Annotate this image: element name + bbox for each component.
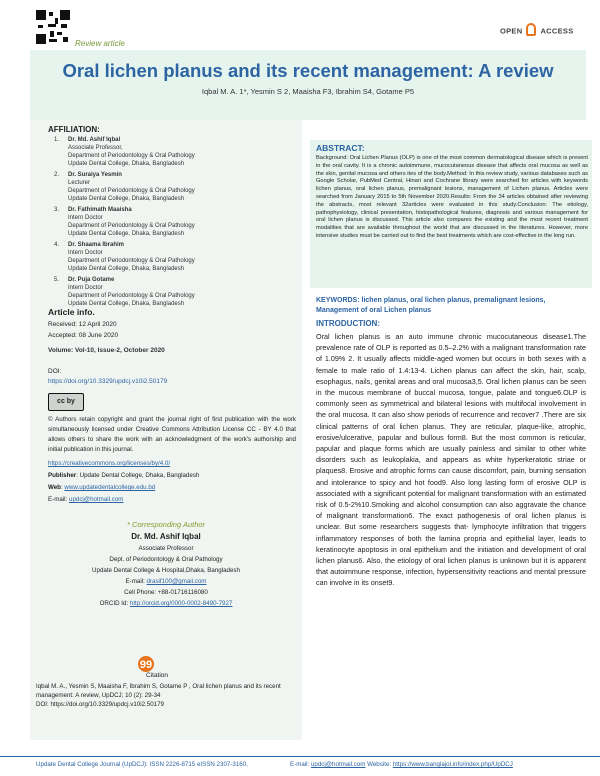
affiliation-item: 4. Dr. Shaama Ibrahim Intern Doctor Department of Periodontology & Oral Pathology Update Dental College, Dhaka, Bangladesh [54, 241, 294, 273]
footer-divider [0, 756, 600, 757]
website-link[interactable]: www.updatedentalcollege.edu.bd [64, 484, 156, 491]
abstract-heading: ABSTRACT: [316, 143, 365, 153]
affiliation-item: 2. Dr. Suraiya Yesmin Lecturer Department of Periodontology & Oral Pathology Update Dental College, Dhaka, Bangladesh [54, 171, 294, 203]
corresponding-author-college: Update Dental College & Hospital,Dhaka, Bangladesh [92, 567, 240, 574]
affiliation-item: 3. Dr. Fathimath Maaisha Intern Doctor Department of Periodontology & Oral Pathology Update Dental College, Dhaka, Bangladesh [54, 206, 294, 238]
author-email-link[interactable]: drasif100@gmail.com [146, 578, 207, 585]
publisher-email-line: E-mail: updcj@hotmail.com [48, 496, 124, 503]
abstract-text: Background: Oral Lichen Planus (OLP) is one of the most common dermatological disease which is present in the oral cavity. It is a chronic autoimmune, mucocutaneous disease that affects oral mucosa as well as the skin, genital mucosa and others ites of the body.Method: In this review study, various databases such as Google Scholar, PubMed Central, Hinari and Cochrane library were searched for articles with keywords lichen planus, oral lichen planus, premalignant lesions, management of Lichen planus. Articles were searched from January 2015 to 5th November 2020.Results: From the 34 articles obtained after reviewing the abstracts, most relevant 32articles were evaluated in this study.Conclusion: The etiology, pathophysiology, clinical presentation, histopathological features, diagnosis and various management for oral lichen planus is discussed. This article also compares the existing and the most recent treatment modalities that are available throughout the world that are discussed in the literatures. However, more intensive studies must be carried out to find the best treatments which are cost-effective in the long run. [316, 155, 588, 239]
publisher-line: Publisher: Update Dental College, Dhaka, Bangladesh [48, 472, 200, 479]
footer-email-link[interactable]: updcj@hotmail.com [310, 761, 366, 768]
cc-by-icon[interactable]: cc by [48, 393, 84, 411]
footer-website-link[interactable]: https://www.banglajol.info/index.php/UpDCJ [392, 761, 513, 768]
corresponding-author-email: E-mail: drasif100@gmail.com [125, 578, 207, 585]
article-title: Oral lichen planus and its recent management: A review [62, 60, 554, 81]
article-type: Review article [75, 39, 125, 48]
license-link[interactable]: https://creativecommons.org/licenses/by/4.0/ [48, 460, 171, 467]
corresponding-author-heading: * Corresponding Author [126, 520, 206, 529]
open-access-label-right: ACCESS [540, 26, 574, 36]
copyright-notice: © Authors retain copyright and grant the journal right of first publication with the work simultaneously licensed under Creative Commons Attribution License CC - BY 4.0 that allows others to share the work with an acknowledgment of the work's authorship and initial publication in this journal. [48, 416, 296, 453]
keywords-value: lichen planus, oral lichen planus, premalignant lesions, Management of oral Lichen planus [316, 297, 546, 314]
citation-doi[interactable]: DOI: https://doi.org/10.3329/updcj.v10i2.50179 [36, 701, 164, 708]
keywords-label: KEYWORDS: [316, 297, 360, 304]
affiliation-author-name: Dr. Suraiya Yesmin [68, 172, 122, 178]
qr-code [36, 10, 70, 44]
publisher-email-link[interactable]: updcj@hotmail.com [69, 496, 124, 503]
author-list: Iqbal M. A. 1*, Yesmin S 2, Maaisha F3, Ibrahim S4, Gotame P5 [201, 87, 415, 96]
web-line: Web: www.updatedentalcollege.edu.bd [48, 484, 156, 491]
affiliation-item: 5. Dr. Puja Gotame Intern Doctor Department of Periodontology & Oral Pathology Update Dental College, Dhaka, Bangladesh [54, 276, 294, 308]
open-lock-icon [526, 23, 536, 36]
volume-info: Volume: Vol-10, Issue-2, October 2020 [48, 347, 165, 354]
open-access-label-left: OPEN [500, 26, 523, 36]
quote-icon: 99 [138, 656, 154, 672]
introduction-text: Oral lichen planus is an auto immune chronic mucocutaneous disease1.The prevalence rate of OLP is reported as 0.5–2.2% with a malignant transformation rate of 1.09% 2. It usually affects middle-aged women but occurs in both sexes with a female to male ratio of 1.4:13-4. Lichen planus can affect the skin, hair, scalp, esophagus, nails, genital areas and oral mucosa3,5. Oral lichen planus can be seen in the mucous membrane of buccal mucosa, tongue, palate and tongue6.OLP is commonly seen as symmetrical and bilateral lesions with multifocal involvement in the oral mucosa. It can also show periods of recurrence and recover7 .There are six clinical patterns of oral lichen planus. They are reticular, plaque-like, atrophic, erosive/ulcerative, papular and bullous form8. But the most common is reticular, papular and plaque forms which are usually painless and similar to other white disorders such as leukoplakia, and appears as white hyperkeratotic striae or plaques8. Erosive and atrophic forms can cause discomfort, pain, burning sensation and intolerance to spicy and hot food9. Also long lasting form of erosive OLP is associated with a significant potential for malignant transformation with an estimated risk of 0.5-2%10.Smoking and alcohol consumption can also aggravate the chance of malignant transformation6. The exact pathogenesis of oral lichen planus is unclear. But some researchers suggests that- lymphocyte infiltration that triggers inflammatory responses of both the lamina propria and epithelial layer, leads to keratinocyte apoptosis in oral epithelium and the initiation and development of oral lichen planus6. Also, the etiology of oral lichen planus is unknown but it is apparent that autoimmune response, infection, hypersensitivity reactions and mental pressure can involve in its onset9. [316, 332, 586, 588]
doi-link[interactable]: https://doi.org/10.3329/updcj.v10i2.50179 [48, 378, 168, 385]
citation-text: Iqbal M. A., Yesmin S, Maaisha F, Ibrahim S, Gotame P , Oral lichen planus and its recent management: A review, UpDCJ; 10 (2): 29-34 DOI: https://doi.org/10.3329/updcj.v10i2.50179 [36, 682, 298, 709]
corresponding-author-dept: Dept. of Periodontology & Oral Pathology [109, 556, 223, 563]
affiliation-heading: AFFILIATION: [48, 125, 100, 134]
affiliation-author-name: Dr. Puja Gotame [68, 277, 115, 283]
affiliation-item: 1. Dr. Md. Ashif Iqbal Associate Professor, Department of Periodontology & Oral Pathology Update Dental College, Dhaka, Bangladesh [54, 136, 294, 168]
open-access-badge [500, 25, 574, 38]
corresponding-author-phone: Cell Phone: +88-01716116080 [124, 589, 208, 596]
accepted-date: Accepted: 08 June 2020 [48, 332, 119, 339]
article-info-heading: Article info. [48, 307, 95, 317]
corresponding-author-orcid: ORCID Id: http://orcid.org/0000-0002-8490-7927 [99, 600, 233, 607]
footer-journal-info: Update Dental College Journal (UpDCJ): ISSN 2226-8715 eISSN 2307-3160, [36, 761, 248, 768]
orcid-link[interactable]: http://orcid.org/0000-0002-8490-7927 [129, 600, 233, 607]
keywords [316, 296, 588, 315]
corresponding-author-role: Associate Professor [138, 545, 194, 552]
affiliation-author-name: Dr. Md. Ashif Iqbal [68, 137, 121, 143]
received-date: Received: 12 April 2020 [48, 321, 117, 328]
affiliation-author-name: Dr. Shaama Ibrahim [68, 242, 125, 248]
footer-contact: E-mail: updcj@hotmail.com Website: https://www.banglajol.info/index.php/UpDCJ [290, 761, 513, 768]
citation-label: Citation [146, 672, 169, 679]
corresponding-author-name: Dr. Md. Ashif Iqbal [131, 532, 201, 541]
introduction-heading: INTRODUCTION: [316, 319, 380, 328]
doi-label: DOI: [48, 368, 62, 375]
affiliation-author-name: Dr. Fathimath Maaisha [68, 207, 132, 213]
